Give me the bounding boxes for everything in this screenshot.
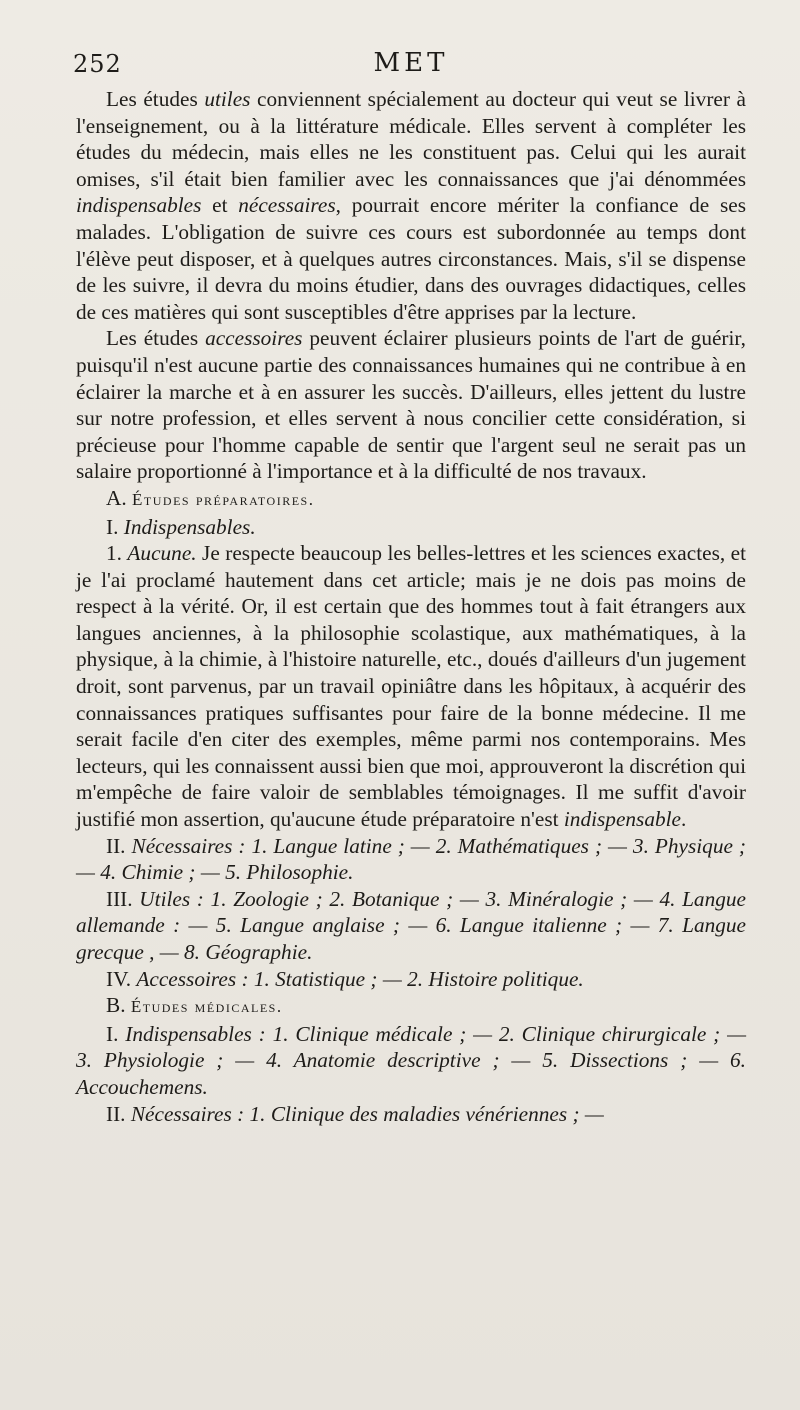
- section-a-heading: [76, 485, 746, 514]
- emphasis: indispensables: [76, 193, 202, 218]
- subsection-title: Indispensables.: [123, 514, 256, 539]
- list-utiles: [76, 886, 746, 966]
- list-content: Indispensables : 1. Clinique médicale ; — 2. Clinique chirurgicale ; — 3. Physiologie ; — 4. Anatomie descriptive ; — 5. Dissections ; — 6. Accouchemens.: [76, 1021, 747, 1099]
- page-header: [73, 48, 746, 82]
- emphasis: Aucune.: [127, 541, 197, 566]
- subsection-number: I.: [106, 514, 124, 539]
- section-title: Études préparatoires.: [132, 489, 315, 509]
- text-run: et: [201, 193, 239, 218]
- list-content: Nécessaires : 1. Langue latine ; — 2. Mathématiques ; — 3. Physique ; — 4. Chimie ; — 5. Philosophie.: [76, 833, 746, 885]
- section-title: Études médicales.: [130, 997, 283, 1017]
- emphasis: utiles: [204, 87, 251, 111]
- running-head: MET: [373, 48, 449, 78]
- page-body: [76, 86, 746, 1127]
- list-number: II.: [106, 833, 132, 858]
- emphasis: nécessaires: [238, 193, 336, 218]
- paragraph-aucune: [76, 540, 746, 833]
- paragraph-utiles: [76, 86, 746, 325]
- emphasis: indispensable: [563, 807, 681, 832]
- section-b-heading: [76, 992, 746, 1021]
- text-run: Les études: [106, 87, 205, 111]
- text-run: , pourrait encore mériter la confiance de ses malades. L'obligation de suivre ces cours est subordonnée au temps dont l'élève peut disposer, et à quelques autres circonstances. Mais, s'il se dispense de les suivre, il devra du moins étudier, dans des ouvrages didactiques, celles de ces matières qui sont susceptibles d'être apprises par la lecture.: [76, 193, 746, 324]
- list-number: IV.: [106, 966, 137, 991]
- list-number: II.: [106, 1101, 131, 1126]
- section-label: B.: [106, 993, 131, 1018]
- text-run: conviennent spécialement au docteur qui veut se livrer à l'enseignement, ou à la littérature médicale. Elles servent à compléter les études du médecin, mais elles ne les constituent pas. Celui qui les aurait omises, s'il était bien familier avec les connaissances que j'ai dénommées: [76, 87, 746, 191]
- text-run: Je respecte beaucoup les belles-lettres et les sciences exactes, et je l'ai proclamé hautement dans cet article; mais je ne dois pas moins de respect à la vérité. Or, il est certain que des hommes tout à fait étrangers aux langues anciennes, à la philosophie scolastique, aux mathématiques, à la physique, à la chimie, à l'histoire naturelle, etc., doués d'ailleurs d'un jugement droit, sont parvenus, par un travail opiniâtre dans les hôpitaux, à acquérir des connaissances pratiques suffisantes pour faire de la bonne médecine. Il me serait facile d'en citer des exemples, même parmi nos contemporains. Mes lecteurs, qui les connaissent aussi bien que moi, approuveront la discrétion qui m'empêche de faire valoir de semblables témoignages. Il me suffit d'avoir justifié mon assertion, qu'aucune étude préparatoire n'est: [76, 541, 746, 832]
- text-run: Les études: [106, 326, 206, 351]
- emphasis: accessoires: [205, 326, 303, 351]
- text-run: peuvent éclairer plusieurs points de l'art de guérir, puisqu'il n'est aucune partie des connaissances humaines qui ne contribue à en éclairer la marche et à en assurer les succès. D'ailleurs, elles jettent du lustre sur notre profession, et elles servent à nous concilier cette considération, si précieuse pour l'homme capable de sentir que l'argent seul ne serait pas un salaire proportionné à l'importance et à la difficulté de nos travaux.: [76, 326, 746, 484]
- list-number: III.: [106, 886, 140, 911]
- paragraph-accessoires: [76, 325, 746, 485]
- section-label: A.: [106, 485, 133, 510]
- page-number: 252: [73, 50, 122, 78]
- list-content: Utiles : 1. Zoologie ; 2. Botanique ; — 3. Minéralogie ; — 4. Langue allemande : — 5. Langue anglaise ; — 6. Langue italienne ; — 7. Langue grecque , — 8. Géographie.: [76, 886, 746, 964]
- subsection-i-heading: [76, 514, 746, 541]
- text-run: .: [681, 807, 687, 832]
- list-necessaires: [76, 833, 746, 886]
- list-b-necessaires: [76, 1101, 746, 1128]
- list-b-indispensables: [76, 1021, 746, 1101]
- list-content: Accessoires : 1. Statistique ; — 2. Histoire politique.: [136, 966, 584, 991]
- list-content: Nécessaires : 1. Clinique des maladies vénériennes ; —: [130, 1101, 604, 1126]
- list-number: I.: [106, 1021, 126, 1046]
- list-accessoires: [76, 966, 746, 993]
- item-number: 1.: [106, 541, 128, 566]
